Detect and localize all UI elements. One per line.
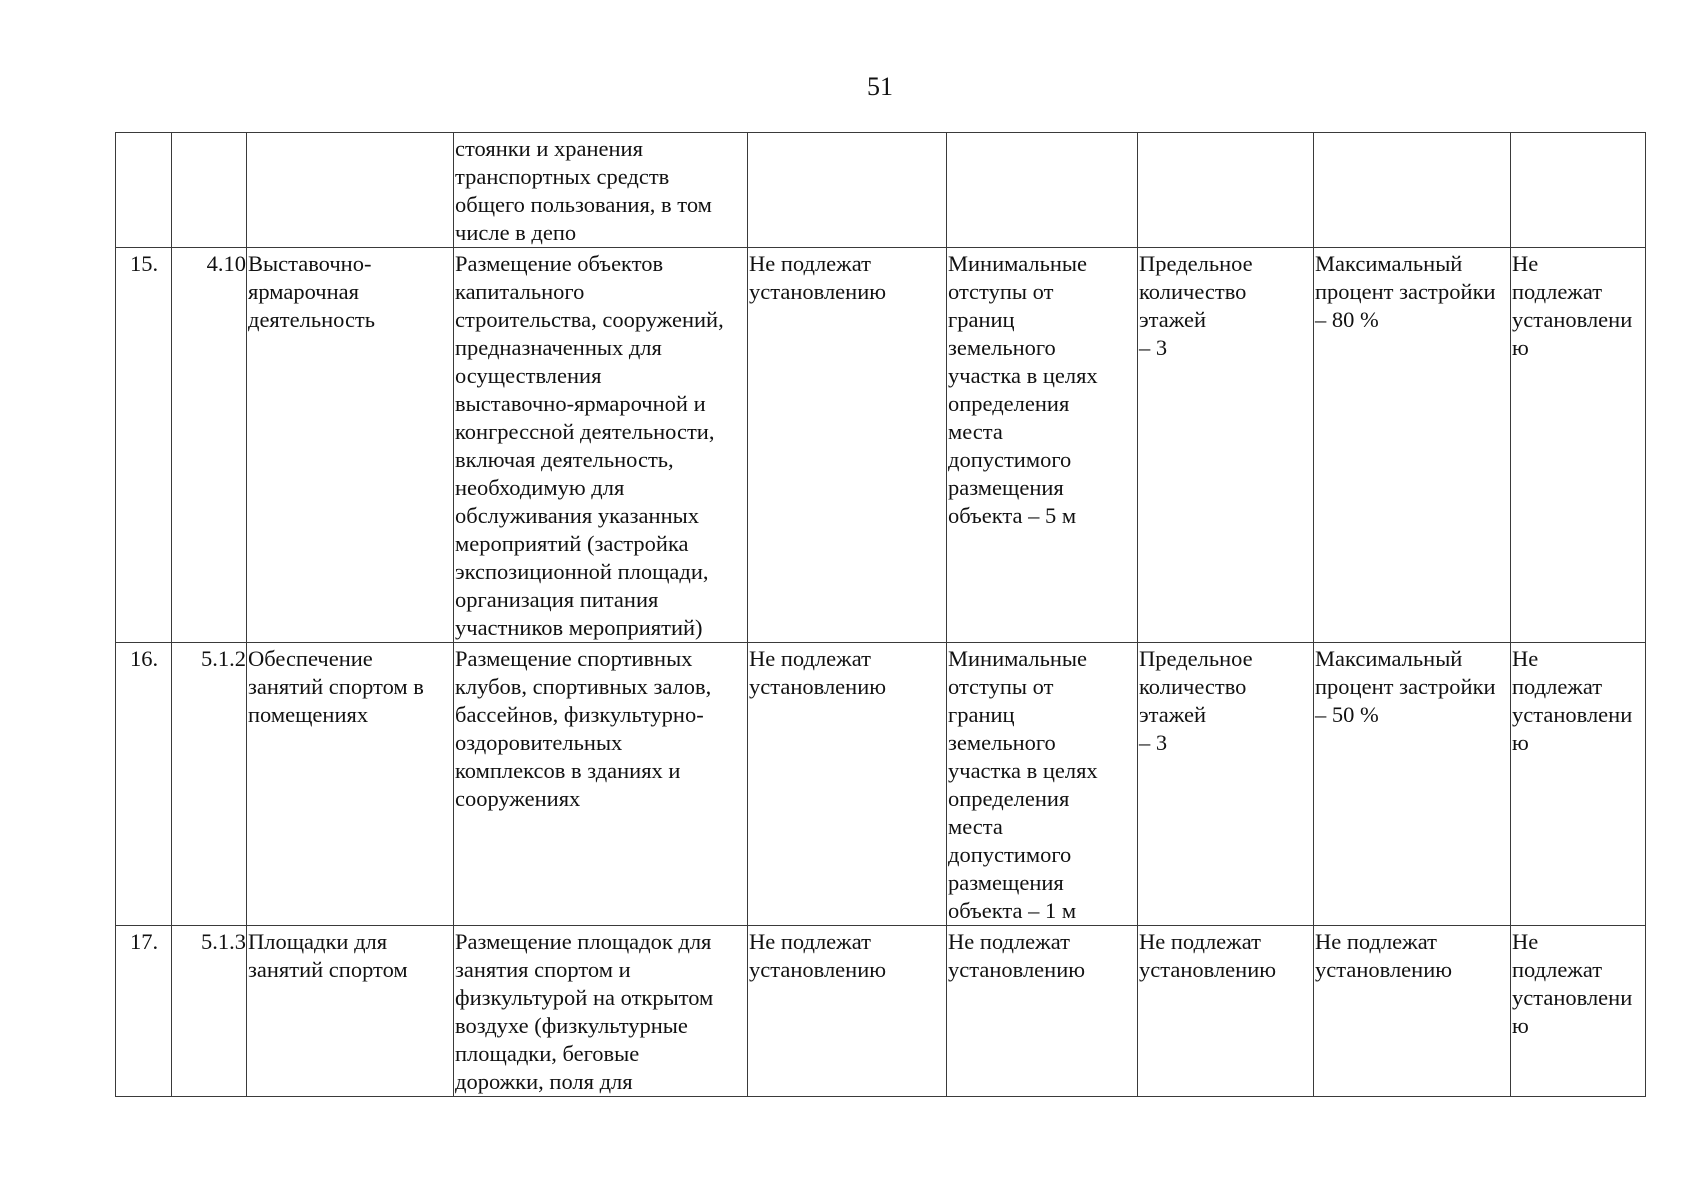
cell-line: воздухе (физкультурные bbox=[455, 1013, 688, 1038]
cell-line: допустимого bbox=[948, 842, 1072, 867]
cell-line: установлению bbox=[749, 957, 887, 982]
cell-line: Размещение объектов bbox=[455, 251, 664, 276]
cell-line: физкультурой на открытом bbox=[455, 985, 714, 1010]
cell-line: установлению bbox=[749, 279, 887, 304]
setback-cell bbox=[947, 133, 1138, 248]
cell-line: Размещение площадок для bbox=[455, 929, 712, 954]
cell-line: числе в депо bbox=[455, 220, 577, 245]
use-code-cell: 4.10 bbox=[172, 248, 247, 643]
cell-line: бассейнов, физкультурно- bbox=[455, 702, 704, 727]
cell-line: установлению bbox=[1315, 957, 1453, 982]
row-number-cell: 17. bbox=[116, 926, 172, 1097]
cell-line: количество bbox=[1139, 674, 1247, 699]
plot-size-cell bbox=[748, 926, 947, 1097]
use-description-cell bbox=[454, 643, 748, 926]
floors-cell bbox=[1138, 133, 1314, 248]
cell-line: Не bbox=[1512, 646, 1539, 671]
plot-size-cell bbox=[748, 248, 947, 643]
cell-line: Максимальный bbox=[1315, 251, 1463, 276]
other-params-cell bbox=[1511, 133, 1646, 248]
cell-line: границ bbox=[948, 702, 1015, 727]
cell-line: площадки, беговые bbox=[455, 1041, 640, 1066]
cell-line: – 50 % bbox=[1315, 702, 1379, 727]
cell-line: Не подлежат bbox=[749, 646, 871, 671]
cell-line: процент застройки bbox=[1315, 279, 1496, 304]
use-code-cell: 5.1.3 bbox=[172, 926, 247, 1097]
cell-line: участка в целях bbox=[948, 758, 1098, 783]
cell-line: Выставочно- bbox=[248, 251, 372, 276]
cell-line: установлени bbox=[1512, 985, 1633, 1010]
cell-line: установлению bbox=[749, 674, 887, 699]
cell-line: допустимого bbox=[948, 447, 1072, 472]
cell-line: установлению bbox=[948, 957, 1086, 982]
cell-line: размещения bbox=[948, 475, 1064, 500]
cell-line: занятий спортом bbox=[248, 957, 408, 982]
use-description-cell bbox=[454, 248, 748, 643]
cell-line: строительства, сооружений, bbox=[455, 307, 724, 332]
row-number-cell: 15. bbox=[116, 248, 172, 643]
cell-line: ярмарочная bbox=[248, 279, 359, 304]
floors-cell bbox=[1138, 248, 1314, 643]
cell-line: Не подлежат bbox=[749, 251, 871, 276]
cell-line: капитального bbox=[455, 279, 585, 304]
cell-line: Минимальные bbox=[948, 251, 1088, 276]
coverage-cell bbox=[1314, 133, 1511, 248]
setback-cell bbox=[947, 643, 1138, 926]
cell-line: Не подлежат bbox=[1315, 929, 1437, 954]
cell-line: количество bbox=[1139, 279, 1247, 304]
cell-line: установлени bbox=[1512, 702, 1633, 727]
floors-cell bbox=[1138, 643, 1314, 926]
cell-line: определения bbox=[948, 391, 1070, 416]
cell-line: места bbox=[948, 419, 1003, 444]
cell-line: включая деятельность, bbox=[455, 447, 674, 472]
table-row bbox=[116, 926, 1646, 1097]
cell-line: Предельное bbox=[1139, 646, 1253, 671]
cell-line: Не bbox=[1512, 929, 1539, 954]
cell-line: определения bbox=[948, 786, 1070, 811]
cell-line: Максимальный bbox=[1315, 646, 1463, 671]
cell-line: Не bbox=[1512, 251, 1539, 276]
cell-line: общего пользования, в том bbox=[455, 192, 712, 217]
cell-line: конгрессной деятельности, bbox=[455, 419, 715, 444]
cell-line: установлени bbox=[1512, 307, 1633, 332]
cell-line: Не подлежат bbox=[749, 929, 871, 954]
setback-cell bbox=[947, 248, 1138, 643]
coverage-cell bbox=[1314, 926, 1511, 1097]
cell-line: места bbox=[948, 814, 1003, 839]
table-row bbox=[116, 248, 1646, 643]
cell-line: земельного bbox=[948, 335, 1056, 360]
cell-line: организация питания bbox=[455, 587, 659, 612]
use-description-cell bbox=[454, 133, 748, 248]
cell-line: участников мероприятий) bbox=[455, 615, 703, 640]
cell-line: подлежат bbox=[1512, 674, 1603, 699]
use-name-cell bbox=[247, 643, 454, 926]
cell-line: процент застройки bbox=[1315, 674, 1496, 699]
cell-line: Предельное bbox=[1139, 251, 1253, 276]
cell-line: размещения bbox=[948, 870, 1064, 895]
cell-line: ю bbox=[1512, 335, 1529, 360]
cell-line: Обеспечение bbox=[248, 646, 373, 671]
cell-line: необходимую для bbox=[455, 475, 625, 500]
use-description-cell bbox=[454, 926, 748, 1097]
coverage-cell bbox=[1314, 248, 1511, 643]
table-row bbox=[116, 643, 1646, 926]
use-code-cell bbox=[172, 133, 247, 248]
cell-line: экспозиционной площади, bbox=[455, 559, 709, 584]
cell-line: мероприятий (застройка bbox=[455, 531, 689, 556]
cell-line: обслуживания указанных bbox=[455, 503, 699, 528]
other-params-cell bbox=[1511, 248, 1646, 643]
cell-line: – 80 % bbox=[1315, 307, 1379, 332]
plot-size-cell bbox=[748, 133, 947, 248]
use-name-cell bbox=[247, 248, 454, 643]
cell-line: дорожки, поля для bbox=[455, 1069, 633, 1094]
cell-line: занятия спортом и bbox=[455, 957, 631, 982]
cell-line: занятий спортом в bbox=[248, 674, 424, 699]
cell-line: Размещение спортивных bbox=[455, 646, 693, 671]
cell-line: установлению bbox=[1139, 957, 1277, 982]
cell-line: выставочно-ярмарочной и bbox=[455, 391, 706, 416]
page-number: 51 bbox=[867, 72, 893, 101]
row-number-cell bbox=[116, 133, 172, 248]
cell-line: объекта – 5 м bbox=[948, 503, 1077, 528]
cell-line: осуществления bbox=[455, 363, 602, 388]
use-code-cell: 5.1.2 bbox=[172, 643, 247, 926]
floors-cell bbox=[1138, 926, 1314, 1097]
cell-line: этажей bbox=[1139, 307, 1207, 332]
cell-line: Не подлежат bbox=[1139, 929, 1261, 954]
cell-line: Минимальные bbox=[948, 646, 1088, 671]
cell-line: клубов, спортивных залов, bbox=[455, 674, 712, 699]
cell-line: подлежат bbox=[1512, 957, 1603, 982]
other-params-cell bbox=[1511, 643, 1646, 926]
plot-size-cell bbox=[748, 643, 947, 926]
cell-line: границ bbox=[948, 307, 1015, 332]
cell-line: Не подлежат bbox=[948, 929, 1070, 954]
regulations-table bbox=[115, 132, 1646, 1097]
cell-line: деятельность bbox=[248, 307, 376, 332]
table-row bbox=[116, 133, 1646, 248]
cell-line: транспортных средств bbox=[455, 164, 670, 189]
cell-line: – 3 bbox=[1139, 335, 1168, 360]
cell-line: сооружениях bbox=[455, 786, 581, 811]
cell-line: предназначенных для bbox=[455, 335, 662, 360]
coverage-cell bbox=[1314, 643, 1511, 926]
row-number-cell: 16. bbox=[116, 643, 172, 926]
cell-line: земельного bbox=[948, 730, 1056, 755]
cell-line: этажей bbox=[1139, 702, 1207, 727]
cell-line: ю bbox=[1512, 730, 1529, 755]
cell-line: подлежат bbox=[1512, 279, 1603, 304]
setback-cell bbox=[947, 926, 1138, 1097]
use-name-cell bbox=[247, 133, 454, 248]
cell-line: оздоровительных bbox=[455, 730, 623, 755]
table-body bbox=[116, 133, 1646, 1097]
cell-line: отступы от bbox=[948, 674, 1054, 699]
cell-line: отступы от bbox=[948, 279, 1054, 304]
cell-line: – 3 bbox=[1139, 730, 1168, 755]
other-params-cell bbox=[1511, 926, 1646, 1097]
use-name-cell bbox=[247, 926, 454, 1097]
cell-line: комплексов в зданиях и bbox=[455, 758, 681, 783]
cell-line: объекта – 1 м bbox=[948, 898, 1077, 923]
cell-line: Площадки для bbox=[248, 929, 388, 954]
cell-line: стоянки и хранения bbox=[455, 136, 643, 161]
cell-line: участка в целях bbox=[948, 363, 1098, 388]
cell-line: ю bbox=[1512, 1013, 1529, 1038]
cell-line: помещениях bbox=[248, 702, 369, 727]
